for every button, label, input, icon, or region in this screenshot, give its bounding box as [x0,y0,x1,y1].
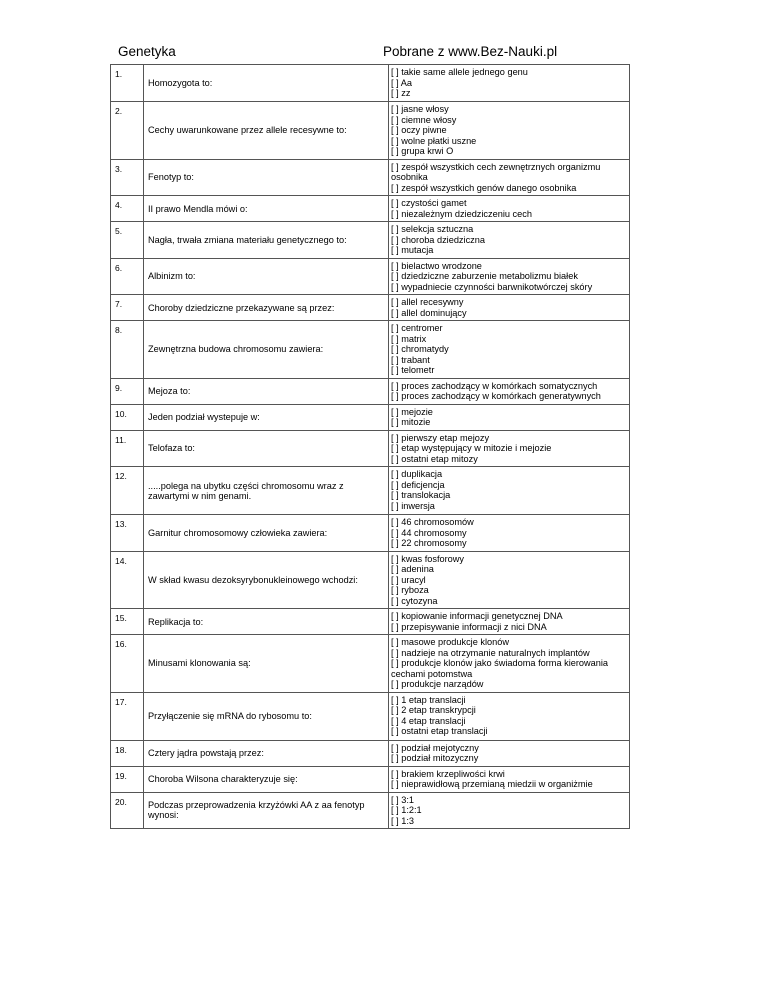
answer-option[interactable] [391,679,627,690]
checkbox-brackets[interactable]: [ ] [391,443,402,453]
answer-option-label: proces zachodzący w komórkach somatycznych [401,380,598,391]
question-row [111,65,630,102]
question-text: Replikacja to: [144,609,389,635]
question-number: 18. [111,740,144,766]
question-number: 9. [111,378,144,404]
answer-option[interactable] [391,282,627,293]
checkbox-brackets[interactable]: [ ] [391,354,402,365]
answer-option[interactable] [391,816,627,827]
checkbox-brackets[interactable]: [ ] [391,114,402,125]
answer-options [389,609,630,635]
answer-option-label: wolne płatki uszne [401,135,477,146]
checkbox-brackets[interactable]: [ ] [391,517,402,527]
answer-option-label: produkcje narządów [401,679,484,689]
question-row [111,515,630,552]
answer-option-label: cytozyna [401,595,438,606]
question-row [111,551,630,609]
answer-option[interactable] [391,585,627,596]
answer-option-label: ciemne włosy [401,114,457,125]
answer-option-label: przepisywanie informacji z nici DNA [401,621,547,632]
answer-option-label: kopiowanie informacji genetycznej DNA [401,611,563,621]
answer-option-label: 1:2:1 [401,805,422,815]
checkbox-brackets[interactable]: [ ] [391,658,402,668]
question-text: Podczas przeprowadzenia krzyżówki AA z aa fenotyp wynosi: [144,792,389,829]
answer-option[interactable] [391,753,627,764]
checkbox-brackets[interactable]: [ ] [391,585,402,595]
checkbox-brackets[interactable]: [ ] [391,805,402,815]
answer-option-label: ostatni etap mitozy [401,453,478,464]
question-number: 4. [111,196,144,222]
question-text: .....polega na ubytku części chromosomu wraz z zawartymi w nim genami. [144,467,389,515]
answer-option[interactable] [391,454,627,465]
checkbox-brackets[interactable]: [ ] [391,490,402,500]
answer-option[interactable] [391,637,627,648]
answer-options [389,222,630,259]
answer-option-label: jasne włosy [401,104,449,114]
checkbox-brackets[interactable]: [ ] [391,794,402,805]
checkbox-brackets[interactable]: [ ] [391,406,402,417]
answer-option-label: zz [401,88,411,98]
question-row [111,295,630,321]
checkbox-brackets[interactable]: [ ] [391,553,402,564]
answer-option[interactable] [391,554,627,565]
answer-options [389,515,630,552]
answer-option[interactable] [391,183,627,194]
question-text: Garnitur chromosomowy człowieka zawiera: [144,515,389,552]
answer-option[interactable] [391,365,627,376]
answer-option-label: kwas fosforowy [401,553,465,564]
answer-option-label: zespół wszystkich cech zewnętrznych organizmu osobnika [391,161,601,182]
question-number: 3. [111,159,144,196]
question-row [111,740,630,766]
question-number: 5. [111,222,144,259]
answer-option-label: 46 chromosomów [401,517,474,527]
question-number: 13. [111,515,144,552]
question-text: Przyłączenie się mRNA do rybosomu to: [144,692,389,740]
checkbox-brackets[interactable]: [ ] [391,527,402,538]
answer-option-label: wypadniecie czynności barwnikotwórczej skóry [401,281,593,292]
answer-option-label: mutacja [401,245,434,255]
question-row [111,222,630,259]
answer-option[interactable] [391,125,627,136]
answer-option-label: czystości gamet [401,198,467,208]
answer-option[interactable] [391,622,627,633]
checkbox-brackets[interactable]: [ ] [391,538,402,548]
checkbox-brackets[interactable]: [ ] [391,726,402,736]
question-text: Nagła, trwała zmiana materiału genetycznego to: [144,222,389,259]
answer-option[interactable] [391,779,627,790]
answer-option-label: matrix [401,333,427,344]
checkbox-brackets[interactable]: [ ] [391,479,402,490]
answer-option-label: deficjencja [401,479,445,490]
checkbox-brackets[interactable]: [ ] [391,815,402,826]
question-number: 11. [111,430,144,467]
checkbox-brackets[interactable]: [ ] [391,307,402,318]
answer-option[interactable] [391,705,627,716]
answer-option-label: dziedziczne zaburzenie metabolizmu białek [401,271,578,281]
answer-option[interactable] [391,726,627,737]
answer-options [389,635,630,693]
question-row [111,766,630,792]
checkbox-brackets[interactable]: [ ] [391,88,402,98]
quiz-table [110,64,630,829]
question-number: 7. [111,295,144,321]
answer-options [389,159,630,196]
checkbox-brackets[interactable]: [ ] [391,365,402,375]
answer-option[interactable] [391,162,627,183]
answer-options [389,740,630,766]
answer-option[interactable] [391,261,627,272]
question-row [111,467,630,515]
question-text: Cztery jądra powstają przez: [144,740,389,766]
answer-option-label: choroba dziedziczna [401,234,485,245]
answer-options [389,258,630,295]
checkbox-brackets[interactable]: [ ] [391,469,402,479]
answer-option[interactable] [391,769,627,780]
question-text: Choroba Wilsona charakteryzuje się: [144,766,389,792]
answer-option[interactable] [391,695,627,706]
checkbox-brackets[interactable]: [ ] [391,380,402,391]
question-row [111,430,630,467]
answer-option[interactable] [391,805,627,816]
answer-option-label: telometr [401,365,435,375]
checkbox-brackets[interactable]: [ ] [391,715,402,726]
answer-options [389,430,630,467]
question-row [111,792,630,829]
answer-option[interactable] [391,433,627,444]
checkbox-brackets[interactable]: [ ] [391,637,402,647]
answer-option-label: nieprawidłową przemianą miedzii w organiżmie [401,779,593,789]
answer-option[interactable] [391,575,627,586]
checkbox-brackets[interactable]: [ ] [391,595,402,606]
question-text: Homozygota to: [144,65,389,102]
question-number: 14. [111,551,144,609]
question-number: 6. [111,258,144,295]
answer-option[interactable] [391,517,627,528]
answer-option-label: podział mitozyczny [401,753,479,763]
answer-option-label: translokacja [401,490,451,500]
answer-option-label: adenina [401,564,434,574]
answer-option[interactable] [391,538,627,549]
quiz-body [111,65,630,829]
answer-option[interactable] [391,308,627,319]
answer-option[interactable] [391,564,627,575]
answer-option[interactable] [391,344,627,355]
question-number: 17. [111,692,144,740]
answer-option[interactable] [391,501,627,512]
answer-option-label: mejozie [401,406,433,417]
answer-options [389,404,630,430]
answer-option[interactable] [391,443,627,454]
checkbox-brackets[interactable]: [ ] [391,574,402,585]
answer-options [389,792,630,829]
answer-option-label: 4 etap translacji [401,715,466,726]
answer-option[interactable] [391,743,627,754]
checkbox-brackets[interactable]: [ ] [391,281,402,292]
answer-option[interactable] [391,115,627,126]
answer-option[interactable] [391,381,627,392]
checkbox-brackets[interactable]: [ ] [391,694,402,705]
answer-option-label: zespół wszystkich genów danego osobnika [401,182,577,193]
checkbox-brackets[interactable]: [ ] [391,125,402,135]
answer-option[interactable] [391,209,627,220]
answer-option[interactable] [391,795,627,806]
answer-option[interactable] [391,611,627,622]
answer-option-label: ostatni etap translacji [401,726,488,736]
answer-option-label: oczy piwne [401,125,447,135]
answer-option-label: allel recesywny [401,297,464,307]
question-row [111,321,630,379]
answer-option[interactable] [391,480,627,491]
checkbox-brackets[interactable]: [ ] [391,135,402,146]
answer-options [389,65,630,102]
answer-options [389,102,630,160]
answer-option[interactable] [391,716,627,727]
answer-option[interactable] [391,528,627,539]
question-text: Albinizm to: [144,258,389,295]
checkbox-brackets[interactable]: [ ] [391,611,402,621]
answer-option-label: nadzieje na otrzymanie naturalnych implantów [401,647,590,658]
checkbox-brackets[interactable]: [ ] [391,333,402,344]
answer-option[interactable] [391,104,627,115]
checkbox-brackets[interactable]: [ ] [391,768,402,779]
answer-option[interactable] [391,417,627,428]
answer-options [389,196,630,222]
question-row [111,258,630,295]
checkbox-brackets[interactable]: [ ] [391,297,402,307]
answer-option-label: allel dominujący [401,307,467,318]
question-number: 16. [111,635,144,693]
document-title: Genetyka [118,44,176,59]
question-row [111,404,630,430]
answer-option[interactable] [391,355,627,366]
answer-option-label: podział mejotyczny [401,742,479,753]
question-text: Cechy uwarunkowane przez allele recesywne to: [144,102,389,160]
checkbox-brackets[interactable]: [ ] [391,779,402,789]
answer-option[interactable] [391,136,627,147]
answer-option-label: brakiem krzepliwości krwi [401,768,505,779]
answer-option-label: Aa [400,77,412,88]
answer-option-label: ryboza [401,585,429,595]
answer-option-label: 22 chromosomy [401,538,467,548]
answer-option[interactable] [391,146,627,157]
checkbox-brackets[interactable]: [ ] [391,500,402,511]
question-number: 12. [111,467,144,515]
checkbox-brackets[interactable]: [ ] [391,647,402,658]
question-text: Mejoza to: [144,378,389,404]
answer-option-label: grupa krwi O [401,146,454,156]
answer-option-label: duplikacja [401,469,443,479]
checkbox-brackets[interactable]: [ ] [391,146,402,156]
answer-option-label: proces zachodzący w komórkach generatywnych [401,391,601,401]
answer-option-label: 2 etap transkrypcji [401,705,476,715]
answer-options [389,551,630,609]
answer-option-label: uracyl [401,574,426,585]
checkbox-brackets[interactable]: [ ] [391,260,402,271]
checkbox-brackets[interactable]: [ ] [391,161,402,172]
checkbox-brackets[interactable]: [ ] [391,344,402,354]
answer-option-label: chromatydy [401,344,449,354]
answer-option[interactable] [391,235,627,246]
checkbox-brackets[interactable]: [ ] [391,245,402,255]
answer-option[interactable] [391,648,627,659]
answer-option-label: pierwszy etap mejozy [401,432,490,443]
answer-option-label: masowe produkcje klonów [401,637,509,647]
question-text: Choroby dziedziczne przekazywane są przez: [144,295,389,321]
question-number: 2. [111,102,144,160]
answer-option[interactable] [391,271,627,282]
question-row [111,378,630,404]
answer-option-label: etap występujący w mitozie i mejozie [401,443,552,453]
question-text: Telofaza to: [144,430,389,467]
answer-option-label: selekcja sztuczna [401,224,474,234]
answer-option-label: trabant [401,354,430,365]
checkbox-brackets[interactable]: [ ] [391,224,402,234]
answer-option-label: 1:3 [401,815,414,826]
answer-option[interactable] [391,245,627,256]
question-text: W skład kwasu dezoksyrybonukleinowego wchodzi: [144,551,389,609]
answer-option[interactable] [391,490,627,501]
checkbox-brackets[interactable]: [ ] [391,104,402,114]
question-row [111,692,630,740]
answer-option-label: 3:1 [401,794,414,805]
answer-option[interactable] [391,334,627,345]
answer-option[interactable] [391,88,627,99]
checkbox-brackets[interactable]: [ ] [391,77,401,88]
answer-option[interactable] [391,224,627,235]
answer-option-label: inwersja [401,500,435,511]
answer-option[interactable] [391,407,627,418]
answer-options [389,321,630,379]
question-number: 8. [111,321,144,379]
question-row [111,196,630,222]
checkbox-brackets[interactable]: [ ] [391,323,402,333]
answer-option-label: niezależnym dziedziczeniu cech [401,208,532,219]
checkbox-brackets[interactable]: [ ] [391,753,402,763]
answer-options [389,692,630,740]
answer-options [389,467,630,515]
question-number: 1. [111,65,144,102]
checkbox-brackets[interactable]: [ ] [391,271,402,281]
checkbox-brackets[interactable]: [ ] [391,621,402,632]
question-row [111,609,630,635]
answer-option-label: mitozie [401,417,431,427]
checkbox-brackets[interactable]: [ ] [391,234,402,245]
answer-option[interactable] [391,658,627,679]
checkbox-brackets[interactable]: [ ] [391,453,402,464]
checkbox-brackets[interactable]: [ ] [391,182,402,193]
question-number: 10. [111,404,144,430]
question-text: Jeden podział wystepuje w: [144,404,389,430]
checkbox-brackets[interactable]: [ ] [391,705,402,715]
question-text: Fenotyp to: [144,159,389,196]
answer-option[interactable] [391,297,627,308]
question-number: 20. [111,792,144,829]
checkbox-brackets[interactable]: [ ] [391,67,402,77]
checkbox-brackets[interactable]: [ ] [391,417,402,427]
question-text: Minusami klonowania są: [144,635,389,693]
question-row [111,102,630,160]
answer-option-label: bielactwo wrodzone [401,260,482,271]
checkbox-brackets[interactable]: [ ] [391,432,402,443]
answer-options [389,295,630,321]
answer-option[interactable] [391,469,627,480]
checkbox-brackets[interactable]: [ ] [391,198,402,208]
answer-option[interactable] [391,391,627,402]
source-label: Pobrane z www.Bez-Nauki.pl [383,44,558,59]
answer-option-label: centromer [401,323,443,333]
answer-options [389,766,630,792]
question-text: II prawo Mendla mówi o: [144,196,389,222]
answer-options [389,378,630,404]
question-number: 15. [111,609,144,635]
question-number: 19. [111,766,144,792]
question-text: Zewnętrzna budowa chromosomu zawiera: [144,321,389,379]
checkbox-brackets[interactable]: [ ] [391,564,402,574]
answer-option-label: takie same allele jednego genu [401,67,528,77]
checkbox-brackets[interactable]: [ ] [391,208,402,219]
answer-option[interactable] [391,596,627,607]
answer-option[interactable] [391,78,627,89]
answer-option[interactable] [391,67,627,78]
answer-option[interactable] [391,198,627,209]
question-row [111,635,630,693]
answer-option-label: 1 etap translacji [401,694,466,705]
question-row [111,159,630,196]
checkbox-brackets[interactable]: [ ] [391,679,402,689]
answer-option-label: produkcje klonów jako świadoma forma kierowania cechami potomstwa [391,658,609,679]
answer-option[interactable] [391,323,627,334]
answer-option-label: 44 chromosomy [401,527,467,538]
checkbox-brackets[interactable]: [ ] [391,742,402,753]
checkbox-brackets[interactable]: [ ] [391,391,402,401]
